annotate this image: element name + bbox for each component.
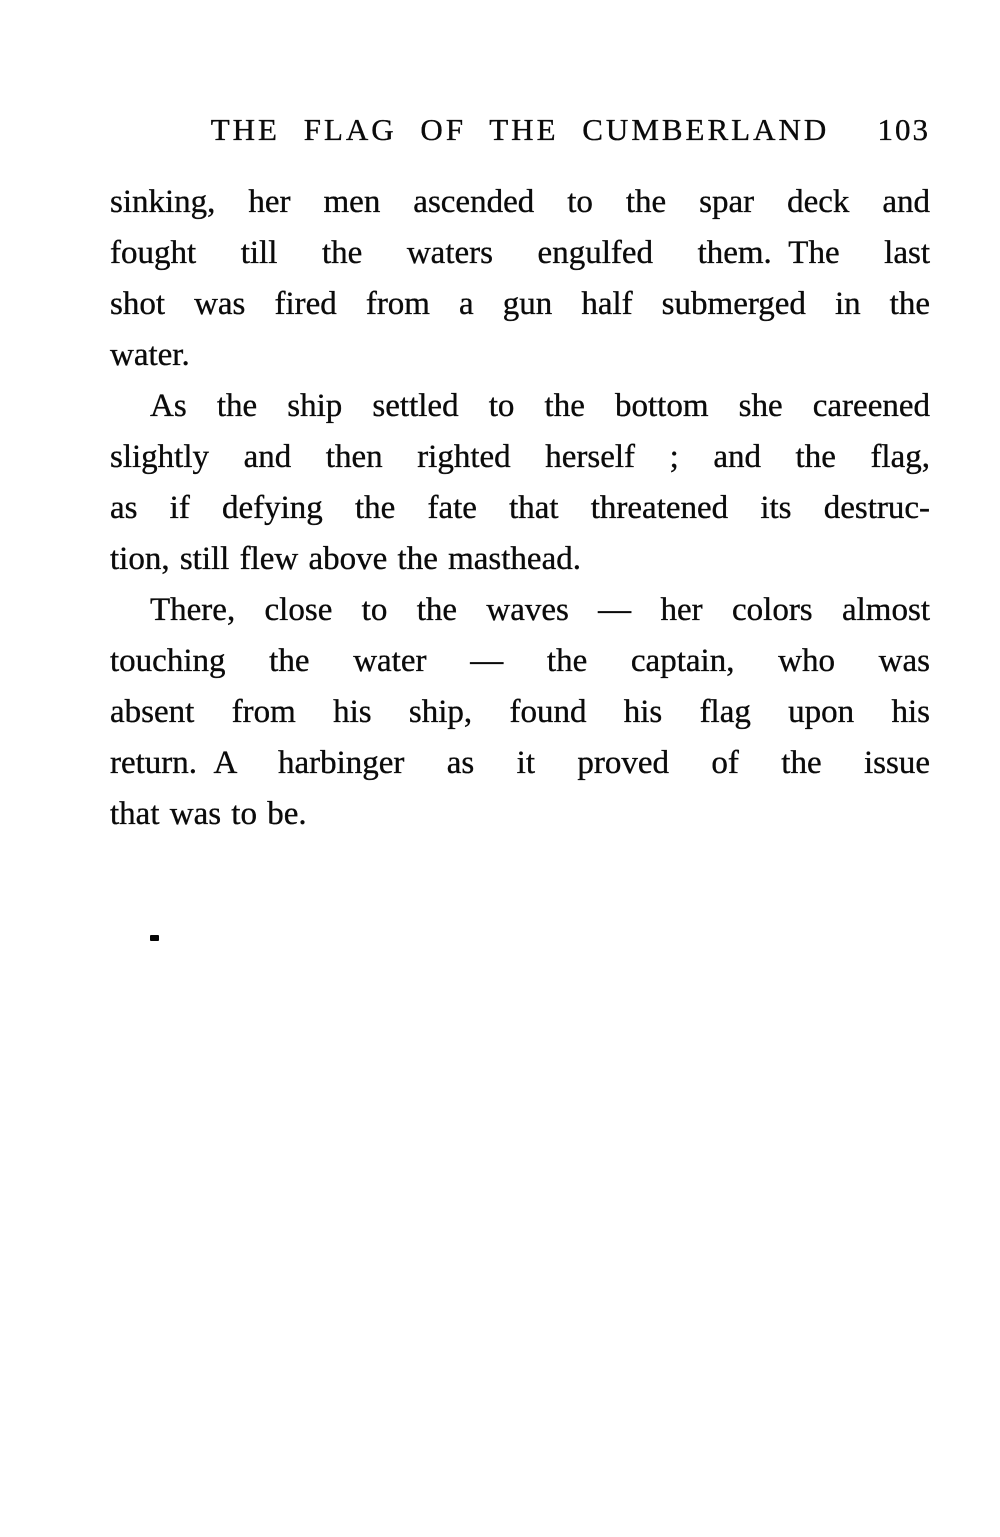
text-line: As the ship settled to the bottom she careened (150, 388, 930, 424)
ink-speck (150, 935, 159, 941)
page-header (110, 111, 930, 151)
paragraph-3 (110, 585, 930, 840)
text-line: absent from his ship, found his flag upon his (110, 694, 930, 730)
text-line: fought till the waters engulfed them. The last (110, 235, 930, 271)
text-line: tion, still flew above the masthead. (110, 541, 581, 577)
text-line: that was to be. (110, 796, 307, 832)
text-line: sinking, her men ascended to the spar deck and (110, 184, 930, 220)
paragraph-2 (110, 381, 930, 585)
running-head-title: THE FLAG OF THE CUMBERLAND (210, 112, 830, 147)
text-line: as if defying the fate that threatened its destruc- (110, 490, 930, 526)
text-line: There, close to the waves — her colors almost (150, 592, 930, 628)
page-number: 103 (877, 112, 930, 147)
text-line: slightly and then righted herself ; and the flag, (110, 439, 930, 475)
text-line: return. A harbinger as it proved of the issue (110, 745, 930, 781)
text-line: touching the water — the captain, who was (110, 643, 930, 679)
text-line: shot was fired from a gun half submerged in the (110, 286, 930, 322)
paragraph-1 (110, 177, 930, 381)
text-line: water. (110, 337, 190, 373)
body-text (110, 177, 930, 840)
